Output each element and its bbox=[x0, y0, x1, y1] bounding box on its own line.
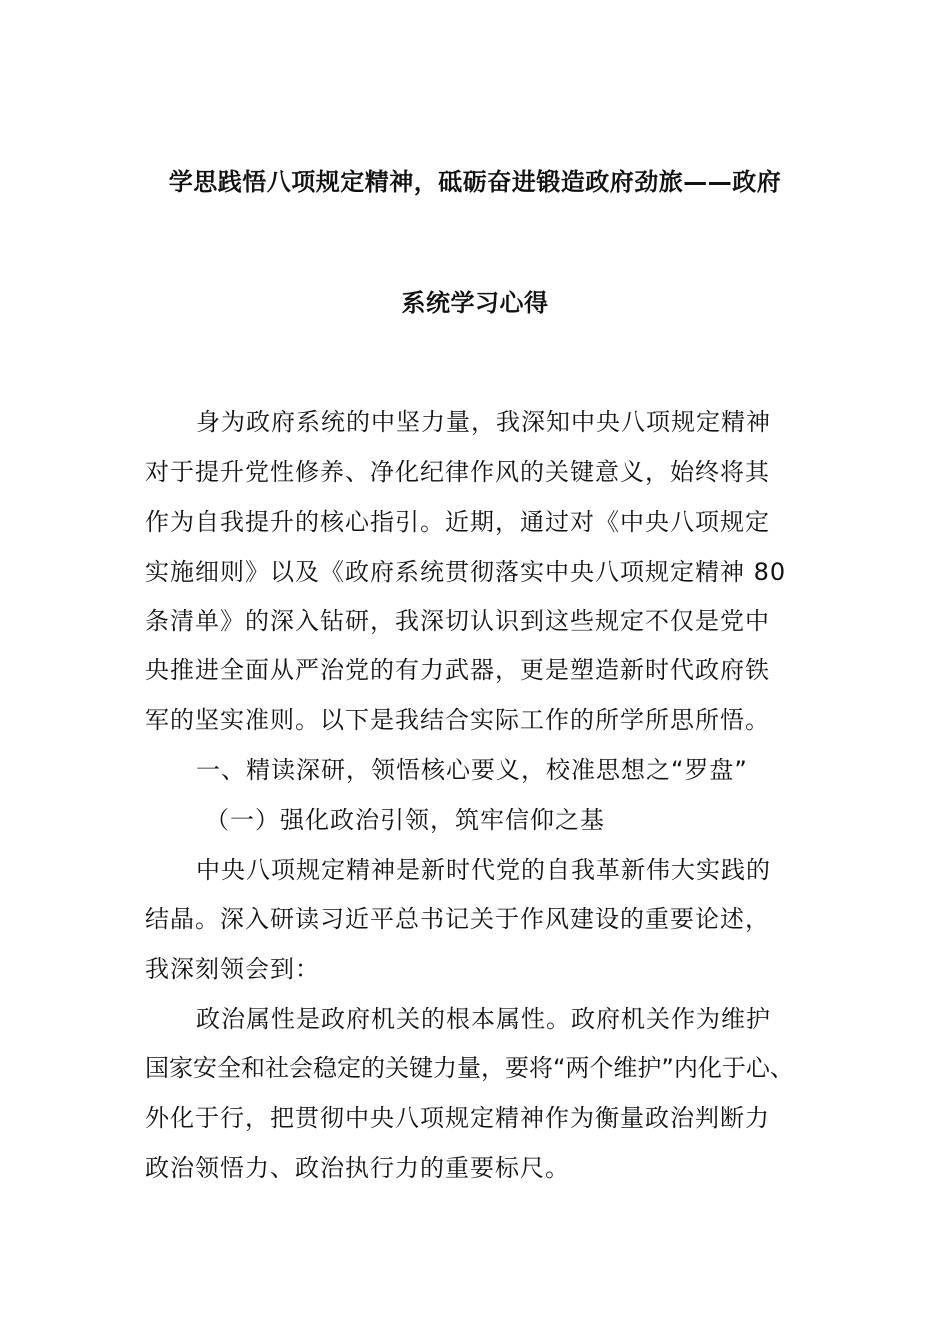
paragraph-2-line-2: 结晶。深入研读习近平总书记关于作风建设的重要论述， bbox=[145, 905, 770, 933]
paragraph-1-line-5: 条清单》的深入钻研，我深切认识到这些规定不仅是党中 bbox=[145, 607, 770, 635]
paragraph-2-line-3: 我深刻领会到： bbox=[145, 955, 320, 983]
paragraph-1-line-4: 实施细则》以及《政府系统贯彻落实中央八项规定精神 80 bbox=[145, 558, 787, 586]
paragraph-3-line-1: 政治属性是政府机关的根本属性。政府机关作为维护 bbox=[196, 1005, 771, 1033]
paragraph-1-line-7: 军的坚实准则。以下是我结合实际工作的所学所思所悟。 bbox=[145, 706, 770, 734]
subsection-heading-1: （一）强化政治引领，筑牢信仰之基 bbox=[205, 806, 605, 834]
paragraph-1-line-2: 对于提升党性修养、净化纪律作风的关键意义，始终将其 bbox=[145, 458, 770, 486]
paragraph-3-line-4: 政治领悟力、政治执行力的重要标尺。 bbox=[145, 1154, 570, 1182]
paragraph-1-line-1: 身为政府系统的中坚力量，我深知中央八项规定精神 bbox=[196, 408, 771, 436]
paragraph-3-line-2: 国家安全和社会稳定的关键力量，要将“两个维护”内化于心、 bbox=[145, 1054, 794, 1082]
paragraph-1-line-3: 作为自我提升的核心指引。近期，通过对《中央八项规定 bbox=[145, 508, 770, 536]
paragraph-2-line-1: 中央八项规定精神是新时代党的自我革新伟大实践的 bbox=[196, 856, 771, 884]
document-title-line-1: 学思践悟八项规定精神，砥砺奋进锻造政府劲旅——政府 bbox=[168, 168, 782, 196]
document-title-line-2: 系统学习心得 bbox=[401, 289, 549, 317]
section-heading-1: 一、精读深研，领悟核心要义，校准思想之“罗盘” bbox=[196, 756, 748, 784]
paragraph-3-line-3: 外化于行，把贯彻中央八项规定精神作为衡量政治判断力 bbox=[145, 1104, 770, 1132]
paragraph-1-line-6: 央推进全面从严治党的有力武器，更是塑造新时代政府铁 bbox=[145, 656, 770, 684]
